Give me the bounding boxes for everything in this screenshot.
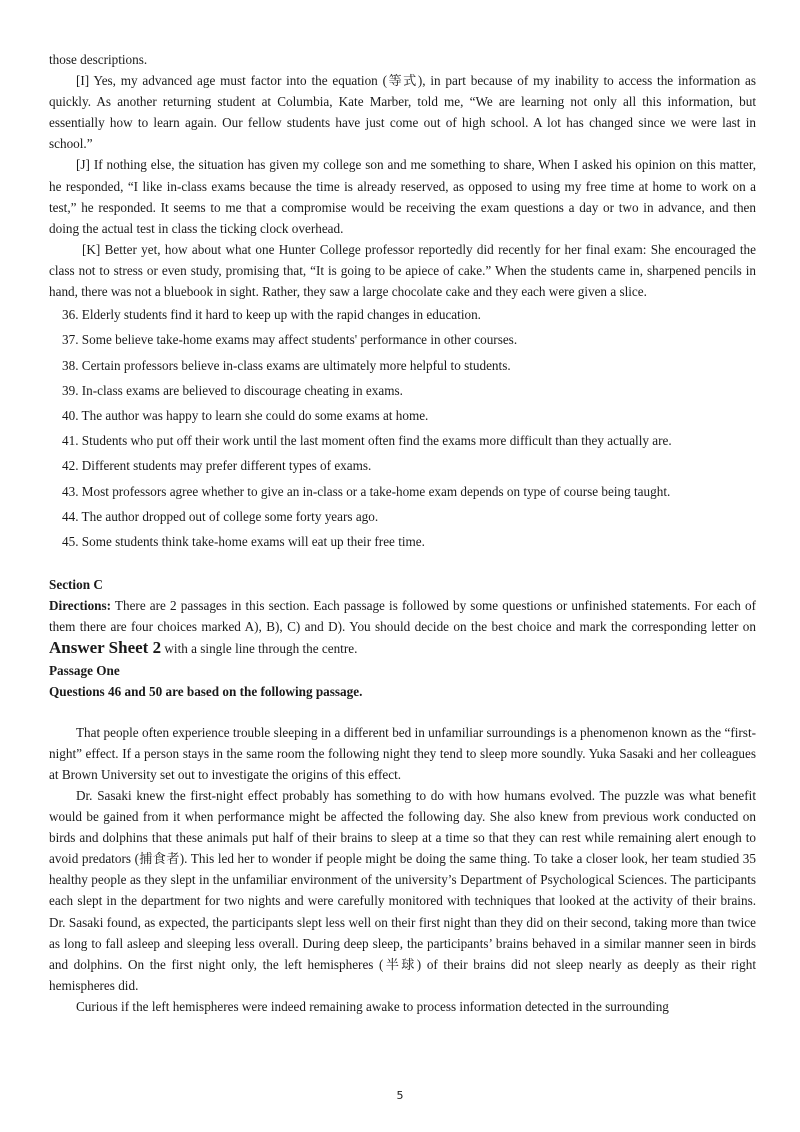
statement-38: 38. Certain professors believe in-class exams are ultimately more helpful to students. bbox=[62, 357, 511, 373]
directions-label: Directions: bbox=[49, 598, 112, 614]
questions-heading: Questions 46 and 50 are based on the following passage. bbox=[49, 683, 363, 699]
page-number: 5 bbox=[396, 1089, 404, 1102]
statement-41: 41. Students who put off their work until the last moment often find the exams more difficult than they actually are. bbox=[62, 433, 672, 449]
carryover-line: those descriptions. bbox=[49, 52, 148, 67]
section-c-heading: Section C bbox=[49, 577, 103, 593]
passage-heading: Passage One bbox=[49, 662, 120, 678]
passage-paragraph-2: Dr. Sasaki knew the first-night effect probably has something to do with how humans evolved. The puzzle was what benefit would be gained from it when performance might be affected the following day. She also knew from previous work conducted on birds and dolphins that these animals put half of their brains to sleep at a time so that they can rest while remaining alert enough to avoid predators (捕食者). This led her to wonder if people might be doing the same thing. To take a closer look, her team studied 35 healthy people as they slept in the unfamiliar environment of the university’s Department of Psychological Sciences. The participants each slept in the department for two nights and were carefully monitored with techniques that looked at the activity of their brains. Dr. Sasaki found, as expected, the participants slept less well on their first night than they did on their second, taking more than twice as long to fall asleep and sleeping less overall. During deep sleep, the participants’ brains behaved in a similar manner seen in birds and dolphins. On the first night only, the left hemispheres (半球) of their brains did not sleep nearly as deeply as their right hemispheres did. bbox=[49, 788, 756, 993]
paragraph-i: [I] Yes, my advanced age must factor into the equation (等式), in part because of my inability to access the information as quickly. As another returning student at Columbia, Kate Marber, told me, “We are learning not only all this information, but essentially how to learn again. Our fellow students have just come out of high school. A lot has changed since we were last in school.” bbox=[49, 73, 756, 152]
statement-37: 37. Some believe take-home exams may affect students' performance in other courses. bbox=[62, 332, 518, 348]
passage-paragraph-1: That people often experience trouble sleeping in a different bed in unfamiliar surroundings is a phenomenon known as the “first-night” effect. If a person stays in the same room the following night they tend to sleep more soundly. Yuka Sasaki and her colleagues at Brown University set out to investigate the origins of this effect. bbox=[49, 724, 756, 782]
document-page bbox=[49, 49, 756, 1017]
answer-sheet-label: Answer Sheet 2 bbox=[49, 638, 162, 658]
statement-40: 40. The author was happy to learn she could do some exams at home. bbox=[62, 407, 429, 423]
statement-list bbox=[49, 302, 756, 554]
directions-text-2: with a single line through the centre. bbox=[161, 641, 358, 657]
directions-text-1: There are 2 passages in this section. Each passage is followed by some questions or unfinished statements. For each of them there are four choices marked A), B), C) and D). You should decide on the best choice and mark the corresponding letter on bbox=[49, 598, 756, 635]
statement-36: 36. Elderly students find it hard to keep up with the rapid changes in education. bbox=[62, 307, 481, 323]
statement-43: 43. Most professors agree whether to give an in-class or a take-home exam depends on type of course being taught. bbox=[62, 483, 671, 499]
passage-paragraph-3: Curious if the left hemispheres were indeed remaining awake to process information detected in the surrounding bbox=[76, 998, 669, 1014]
statement-44: 44. The author dropped out of college some forty years ago. bbox=[62, 508, 379, 524]
directions bbox=[49, 595, 756, 659]
statement-39: 39. In-class exams are believed to discourage cheating in exams. bbox=[62, 382, 403, 398]
statement-45: 45. Some students think take-home exams will eat up their free time. bbox=[62, 533, 425, 549]
paragraph-j: [J] If nothing else, the situation has given my college son and me something to share, When I asked his opinion on this matter, he responded, “I like in-class exams because the time is already reserved, as opposed to using my free time at home to work on a test,” he responded. It seems to me that a compromise would be receiving the exam questions a day or two in advance, and then doing the actual test in class the ticking clock overhead. bbox=[49, 157, 756, 236]
paragraph-k: [K] Better yet, how about what one Hunter College professor reportedly did recently for her final exam: She encouraged the class not to stress or even study, promising that, “It is going to be apiece of cake.” When the students came in, sharpened pencils in hand, there was not a bluebook in sight. Rather, they saw a large chocolate cake and they each were given a slice. bbox=[49, 241, 756, 300]
statement-42: 42. Different students may prefer different types of exams. bbox=[62, 458, 372, 474]
